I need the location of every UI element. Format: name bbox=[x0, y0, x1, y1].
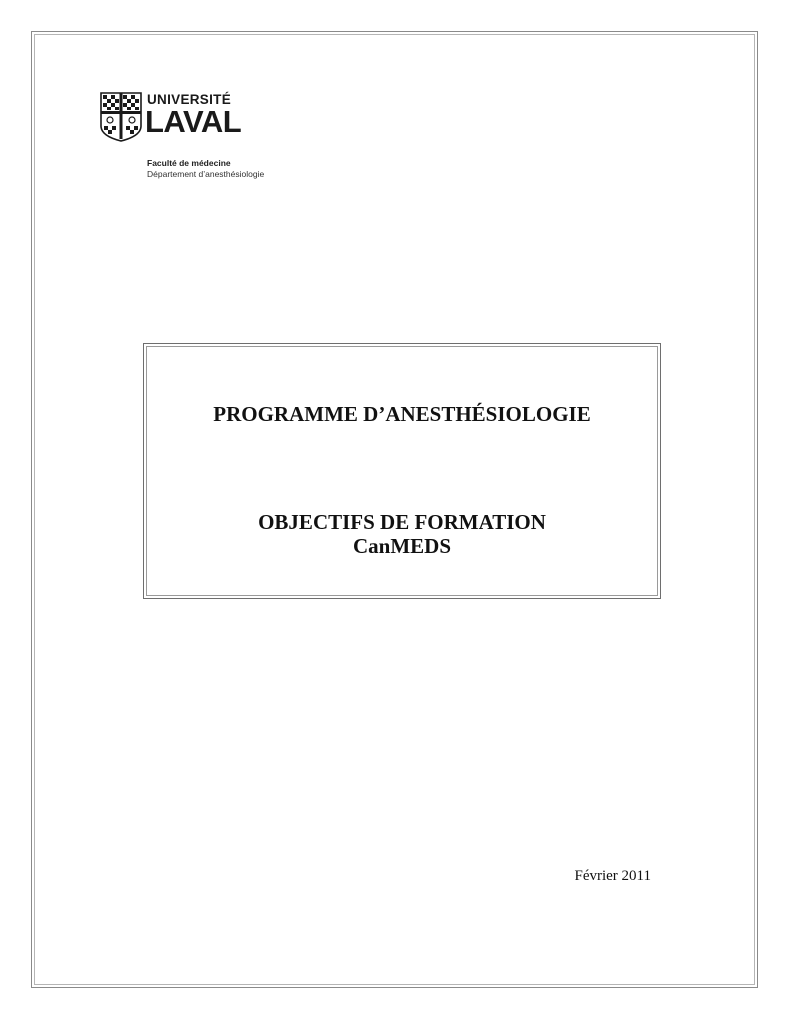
logo-laval-label: LAVAL bbox=[145, 104, 242, 139]
crest-icon bbox=[100, 92, 142, 142]
document-date: Février 2011 bbox=[574, 868, 651, 884]
logo-university-label: UNIVERSITÉ bbox=[147, 92, 232, 107]
program-title: PROGRAMME D’ANESTHÉSIOLOGIE bbox=[213, 402, 591, 426]
title-box bbox=[143, 343, 661, 599]
university-logo bbox=[100, 92, 290, 188]
department-label: Département d’anesthésiologie bbox=[147, 169, 265, 179]
faculty-label: Faculté de médecine bbox=[147, 158, 231, 168]
objectives-title: OBJECTIFS DE FORMATION bbox=[258, 510, 546, 534]
framework-title: CanMEDS bbox=[352, 534, 452, 558]
